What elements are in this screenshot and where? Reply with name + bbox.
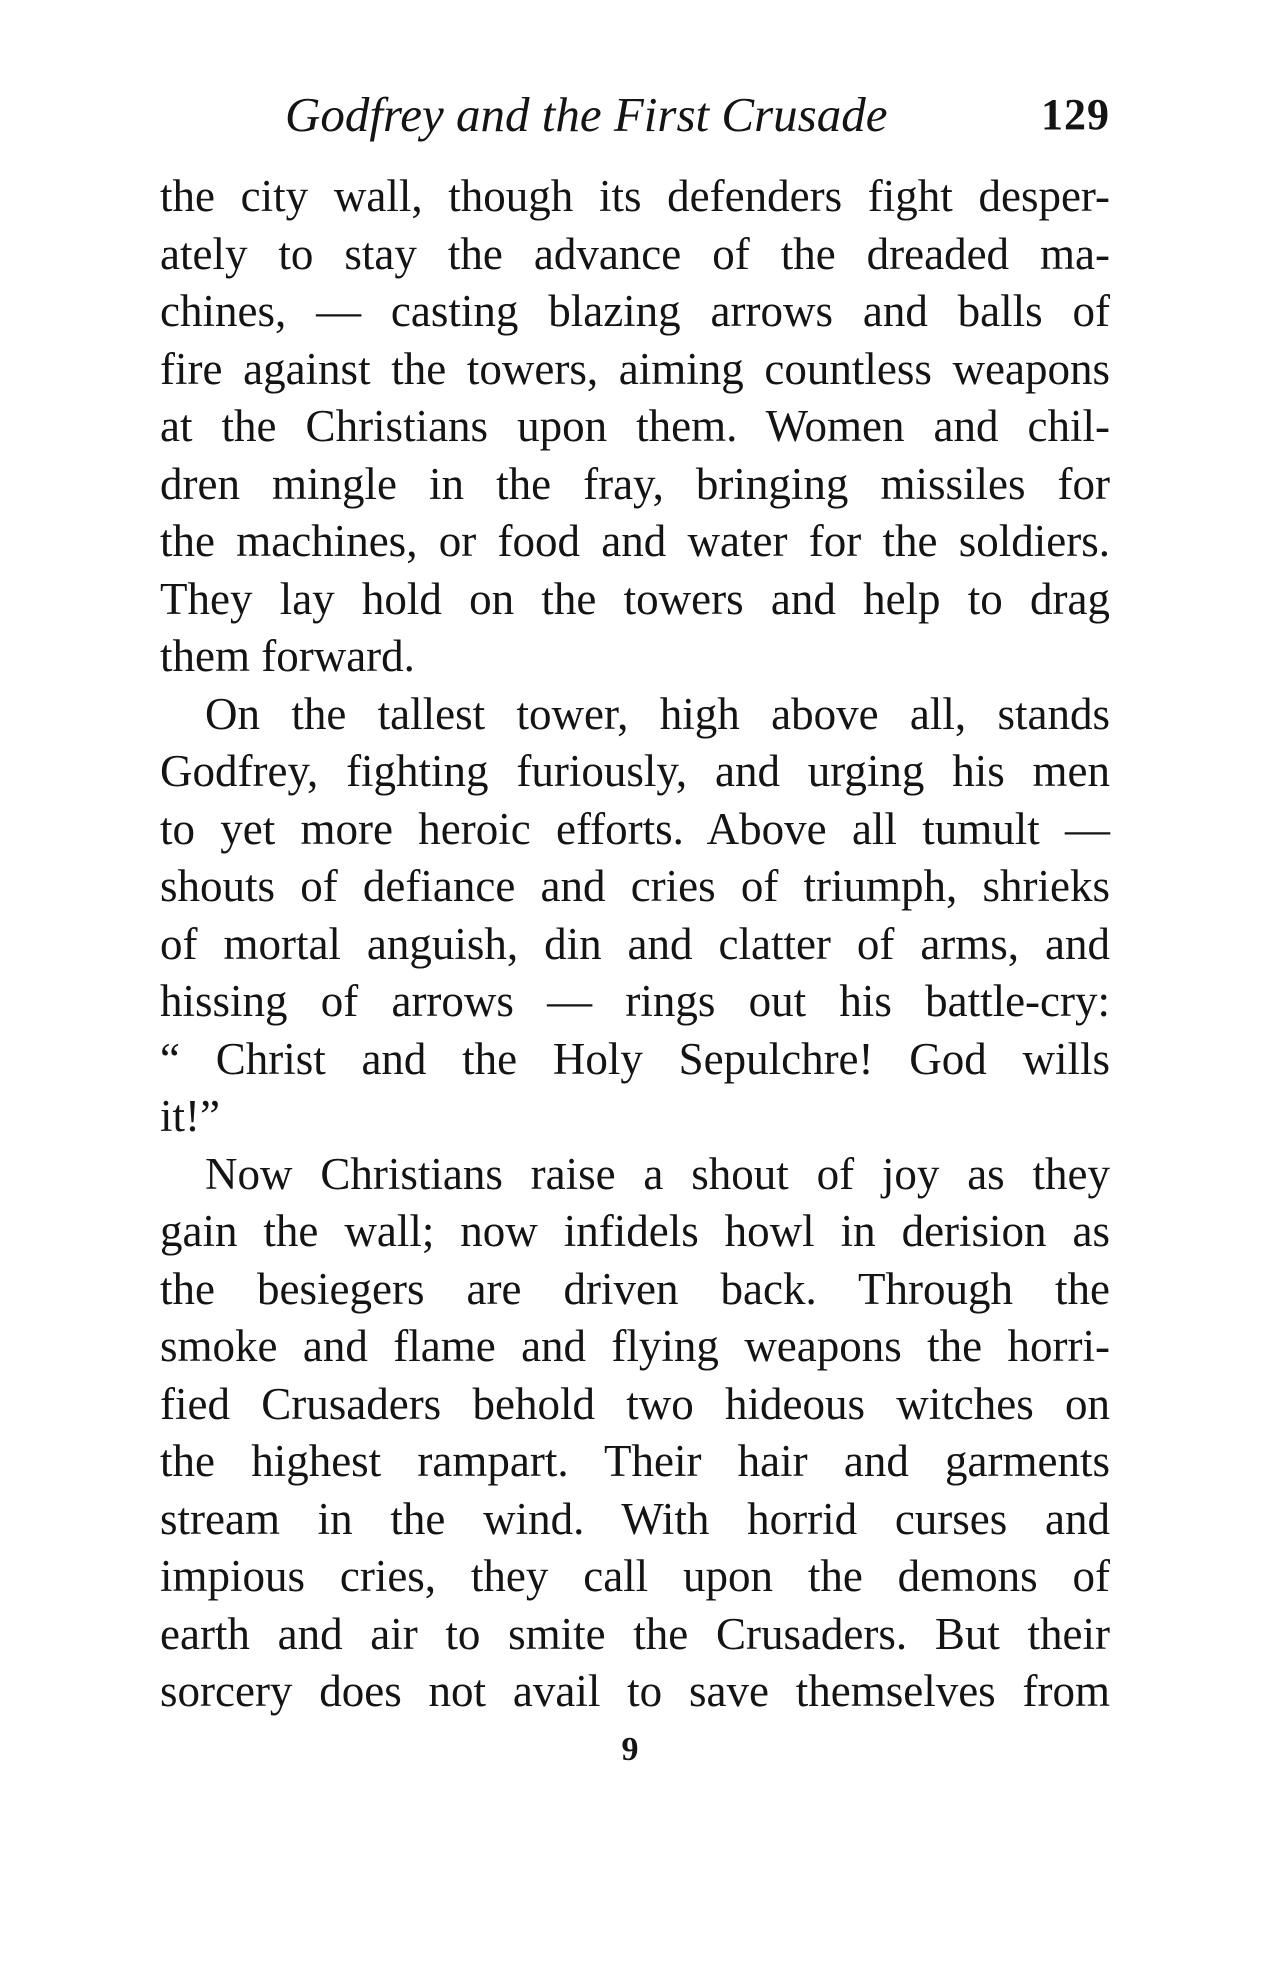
text-line: gain the wall; now infidels howl in derision as <box>160 1206 1110 1256</box>
text-line: smoke and flame and flying weapons the horri- <box>160 1321 1110 1371</box>
text-line: at the Christians upon them. Women and chil- <box>160 401 1110 451</box>
text-line: fire against the towers, aiming countless weapons <box>160 343 1110 394</box>
signature-mark: 9 <box>621 1731 639 1768</box>
text-line: ately to stay the advance of the dreaded ma- <box>160 228 1110 279</box>
text-line: the city wall, though its defenders fight desper- <box>160 171 1110 221</box>
text-line: of mortal anguish, din and clatter of arms, and <box>160 918 1110 969</box>
text-line: the besiegers are driven back. Through the <box>160 1263 1110 1314</box>
text-line: They lay hold on the towers and help to drag <box>160 573 1110 624</box>
text-line: chines, — casting blazing arrows and balls of <box>160 286 1110 336</box>
text-line: On the tallest tower, high above all, stands <box>205 688 1110 739</box>
text-line: impious cries, they call upon the demons of <box>160 1551 1110 1601</box>
text-line: fied Crusaders behold two hideous witches on <box>160 1378 1110 1429</box>
text-line: it!” <box>160 1091 220 1141</box>
text-line: “ Christ and the Holy Sepulchre! God wills <box>160 1033 1110 1084</box>
body-text <box>160 168 1110 1721</box>
paragraph-1 <box>160 168 1110 686</box>
text-line: earth and air to smite the Crusaders. But their <box>160 1608 1110 1659</box>
running-head <box>160 80 1110 150</box>
text-line: dren mingle in the fray, bringing missiles for <box>160 458 1110 509</box>
page-number: 129 <box>1041 90 1110 139</box>
text-line: to yet more heroic efforts. Above all tumult — <box>160 803 1110 854</box>
text-line: stream in the wind. With horrid curses and <box>160 1493 1110 1544</box>
text-line: the machines, or food and water for the soldiers. <box>160 516 1110 566</box>
text-line: Godfrey, fighting furiously, and urging his men <box>160 746 1110 796</box>
text-line: sorcery does not avail to save themselves from <box>160 1666 1110 1716</box>
text-line: hissing of arrows — rings out his battle-cry: <box>160 976 1110 1026</box>
text-line: them forward. <box>160 631 415 681</box>
paragraph-2 <box>160 686 1110 1146</box>
paragraph-3 <box>160 1146 1110 1721</box>
text-line: Now Christians raise a shout of joy as they <box>205 1148 1110 1199</box>
running-title: Godfrey and the First Crusade <box>285 87 888 142</box>
text-line: the highest rampart. Their hair and garments <box>160 1436 1110 1486</box>
text-line: shouts of defiance and cries of triumph, shrieks <box>160 861 1110 911</box>
